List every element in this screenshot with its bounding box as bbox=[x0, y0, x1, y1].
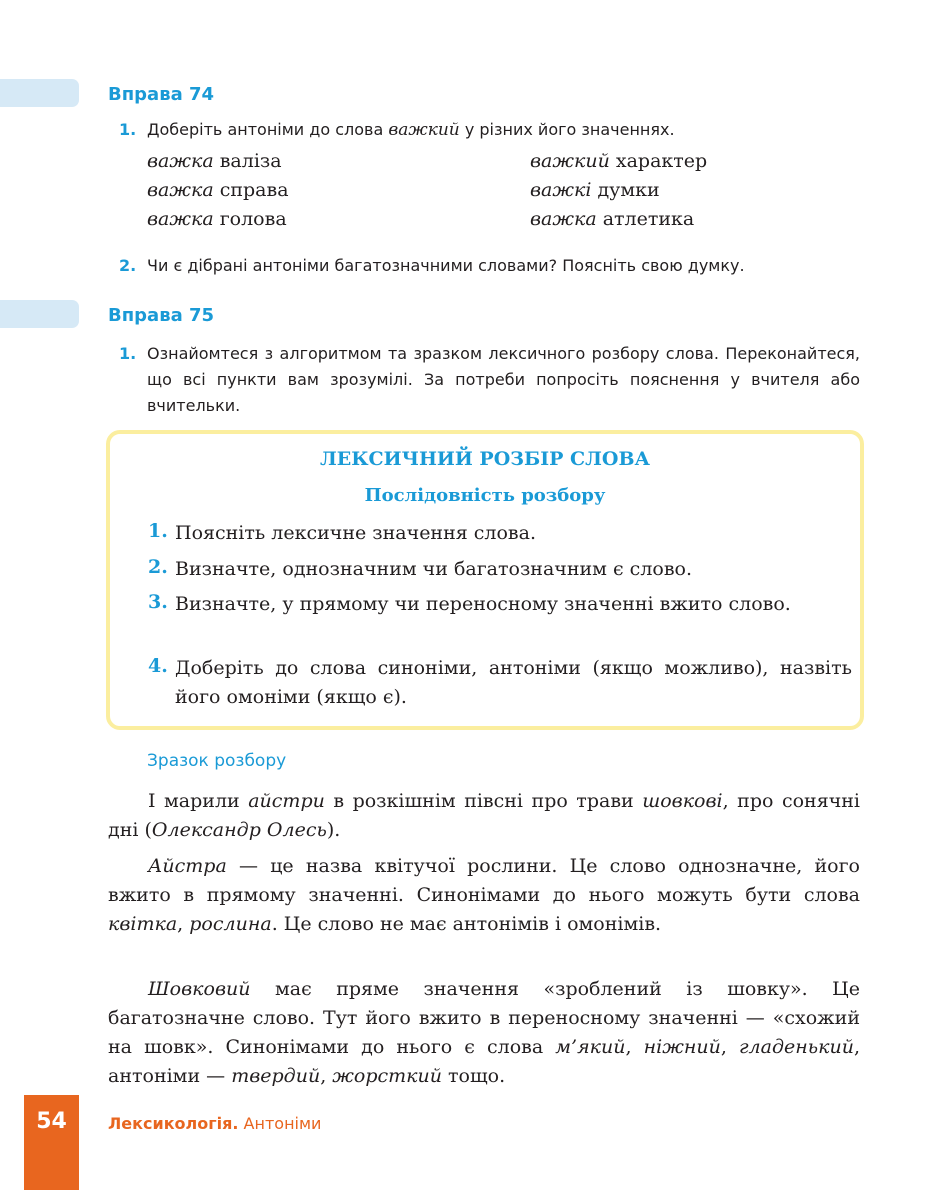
ex74-task2-number: 2. bbox=[119, 256, 137, 275]
page-number-tab bbox=[24, 1095, 79, 1190]
sample-paragraph: Айстра — це назва квітучої рослини. Це слово однозначне, його вжито в прямому значенні. Синонімами до нього можуть бути слова квітка, рослина. Це слово не має антонімів і омонімів. bbox=[108, 855, 860, 935]
sample-label: Зразок розбору bbox=[147, 751, 287, 771]
page-number: 54 bbox=[36, 1109, 67, 1134]
word-pair: важка валіза bbox=[147, 150, 282, 172]
ex74-task2-text: Чи є дібрані антоніми багатозначними словами? Поясніть свою думку. bbox=[147, 256, 745, 275]
step-number: 1. bbox=[148, 520, 168, 542]
word-pair: важка справа bbox=[147, 179, 289, 201]
ex75-task1-number: 1. bbox=[119, 344, 137, 363]
step-number: 3. bbox=[148, 591, 168, 613]
exercise-74-title: Вправа 74 bbox=[108, 84, 215, 105]
lexical-analysis-box bbox=[106, 430, 864, 730]
step-number: 2. bbox=[148, 556, 168, 578]
box-title: ЛЕКСИЧНИЙ РОЗБІР СЛОВА bbox=[319, 448, 651, 470]
sample-paragraph: Шовковий має пряме значення «зроблений із шовку». Це багатозначне слово. Тут його вжито в переносному значенні — «схожий на шовк». Синонімами до нього є слова м’який, ніжний, гладенький, антоніми — твердий, жорсткий тощо. bbox=[108, 978, 860, 1087]
word-pair: важка голова bbox=[147, 208, 287, 230]
ex74-task1-text: Доберіть антоніми до слова важкий у різних його значеннях. bbox=[147, 120, 675, 140]
step-text: Визначте, однозначним чи багатозначним є слово. bbox=[175, 558, 693, 580]
running-footer: Лексикологія. Антоніми bbox=[108, 1114, 322, 1133]
step-text: Визначте, у прямому чи переносному значенні вжито слово. bbox=[175, 593, 791, 615]
step-text: Доберіть до слова синоніми, антоніми (якщо можливо), назвіть його омоніми (якщо є). bbox=[175, 657, 852, 708]
exercise-75-title: Вправа 75 bbox=[108, 305, 215, 326]
ex75-task1-text: Ознайомтеся з алгоритмом та зразком лексичного розбору слова. Переконайтеся, що всі пункти вам зрозумілі. За потреби попросіть пояснення у вчителя або вчительки. bbox=[147, 344, 860, 415]
ex74-task1-number: 1. bbox=[119, 120, 137, 139]
ex74-task1-keyword: важкий bbox=[388, 120, 460, 140]
step-text: Поясніть лексичне значення слова. bbox=[175, 522, 536, 544]
exercise-74-tab bbox=[0, 79, 79, 107]
exercise-75-tab bbox=[0, 300, 79, 328]
box-subtitle: Послідовність розбору bbox=[364, 485, 606, 506]
step-number: 4. bbox=[148, 655, 168, 677]
sample-quote: І марили айстри в розкішнім півсні про трави шовкові, про сонячні дні (Олександр Олесь). bbox=[108, 790, 860, 841]
word-pair: важка атлетика bbox=[530, 208, 695, 230]
word-pair: важкий характер bbox=[530, 150, 708, 172]
word-pair: важкі думки bbox=[530, 179, 660, 201]
